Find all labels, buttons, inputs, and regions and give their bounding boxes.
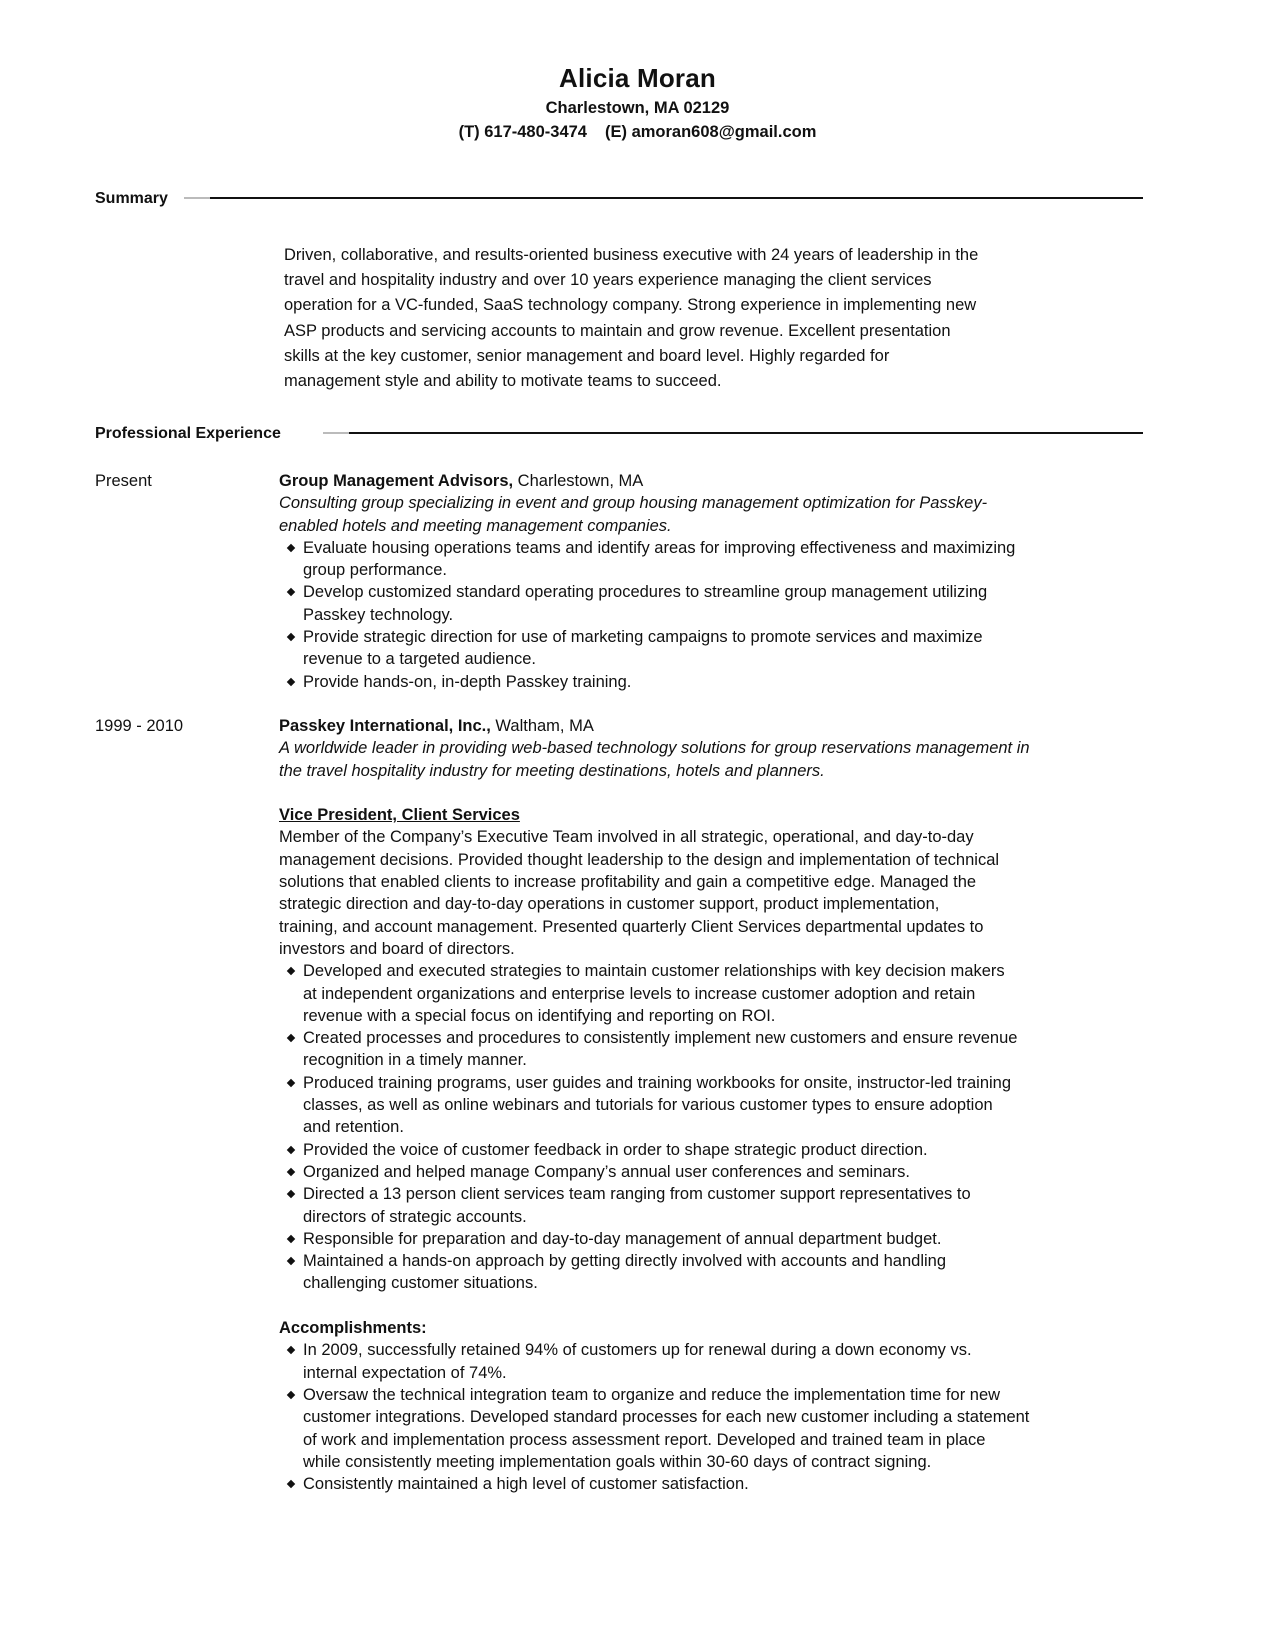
role-description-line: strategic direction and day-to-day operations in customer support, product implementation, <box>279 895 940 914</box>
bullet-text: Responsible for preparation and day-to-day management of annual department budget. <box>303 1229 942 1248</box>
bullet-text: challenging customer situations. <box>303 1274 538 1293</box>
contact-line <box>0 120 1275 144</box>
bullet-text: group performance. <box>303 561 447 580</box>
company-line <box>279 715 1149 737</box>
diamond-bullet-icon <box>287 1190 295 1198</box>
bullet-text: of work and implementation process assessment report. Developed and trained team in place <box>303 1430 986 1449</box>
bullet-text: Maintained a hands-on approach by getting directly involved with accounts and handling <box>303 1252 947 1271</box>
list-item <box>279 1473 1149 1495</box>
role-description-line: Member of the Company’s Executive Team involved in all strategic, operational, and day-to-day <box>279 828 974 847</box>
role-title: Vice President, Client Services <box>279 806 520 825</box>
bullet-text: customer integrations. Developed standard processes for each new customer including a statement <box>303 1408 1030 1427</box>
company-tagline: Consulting group specializing in event and group housing management optimization for Passkey- <box>279 494 988 513</box>
list-item <box>279 671 1149 693</box>
bullet-text: and retention. <box>303 1118 404 1137</box>
list-item <box>279 581 1149 626</box>
experience-heading: Professional Experience <box>95 425 281 442</box>
diamond-bullet-icon <box>287 544 295 552</box>
company-name: Passkey International, Inc., <box>279 717 491 735</box>
summary-section-header <box>95 188 1143 210</box>
bullet-text: while consistently meeting implementation goals within 30-60 days of contract signing. <box>303 1452 932 1471</box>
resume-header <box>0 62 1275 144</box>
job-entry-gma <box>279 470 1149 693</box>
bullet-text: directors of strategic accounts. <box>303 1207 527 1226</box>
job-date: Present <box>95 472 152 490</box>
list-item <box>279 1228 1149 1250</box>
company-name: Group Management Advisors, <box>279 472 514 490</box>
role-description-line: management decisions. Provided thought leadership to the design and implementation of technical <box>279 850 1000 869</box>
list-item <box>279 1027 1149 1072</box>
list-item <box>279 1384 1149 1473</box>
list-item <box>279 537 1149 582</box>
diamond-bullet-icon <box>287 1235 295 1243</box>
company-tagline: the travel hospitality industry for meeting destinations, hotels and planners. <box>279 761 825 780</box>
email-address: (E) amoran608@gmail.com <box>605 123 817 141</box>
bullet-text: classes, as well as online webinars and tutorials for various customer types to ensure adoption <box>303 1096 993 1115</box>
bullet-text: In 2009, successfully retained 94% of customers up for renewal during a down economy vs. <box>303 1341 972 1360</box>
diamond-bullet-icon <box>287 1034 295 1042</box>
list-item <box>279 1250 1149 1295</box>
diamond-bullet-icon <box>287 1257 295 1265</box>
bullet-text: Evaluate housing operations teams and identify areas for improving effectiveness and maximizing <box>303 538 1016 557</box>
list-item <box>279 1072 1149 1139</box>
bullet-text: at independent organizations and enterprise levels to increase customer adoption and retain <box>303 984 976 1003</box>
bullet-text: Consistently maintained a high level of customer satisfaction. <box>303 1475 749 1494</box>
summary-heading: Summary <box>95 190 168 207</box>
accomplishments-heading: Accomplishments: <box>279 1319 427 1338</box>
list-item <box>279 1161 1149 1183</box>
role-description-line: training, and account management. Presented quarterly Client Services departmental updates to <box>279 917 984 936</box>
bullet-text: Develop customized standard operating procedures to streamline group management utilizing <box>303 583 988 602</box>
job-bullets <box>279 960 1149 1294</box>
company-tagline: A worldwide leader in providing web-based technology solutions for group reservations management in <box>279 739 1030 758</box>
diamond-bullet-icon <box>287 633 295 641</box>
bullet-text: revenue to a targeted audience. <box>303 650 537 669</box>
diamond-bullet-icon <box>287 1145 295 1153</box>
diamond-bullet-icon <box>287 1168 295 1176</box>
list-item <box>279 960 1149 1027</box>
summary-line: ASP products and servicing accounts to maintain and grow revenue. Excellent presentation <box>284 321 951 340</box>
bullet-text: Developed and executed strategies to maintain customer relationships with key decision makers <box>303 962 1005 981</box>
bullet-text: Oversaw the technical integration team to organize and reduce the implementation time for new <box>303 1385 1001 1404</box>
list-item <box>279 1139 1149 1161</box>
bullet-text: internal expectation of 74%. <box>303 1363 507 1382</box>
summary-divider <box>210 197 1143 199</box>
summary-line: skills at the key customer, senior management and board level. Highly regarded for <box>284 346 890 365</box>
candidate-address: Charlestown, MA 02129 <box>545 99 730 117</box>
bullet-text: Created processes and procedures to consistently implement new customers and ensure revenue <box>303 1029 1018 1048</box>
bullet-text: Provide hands-on, in-depth Passkey training. <box>303 672 632 691</box>
list-item <box>279 1339 1149 1384</box>
experience-divider <box>349 432 1143 434</box>
job-date: 1999 - 2010 <box>95 717 184 735</box>
summary-line: travel and hospitality industry and over 10 years experience managing the client services <box>284 271 932 290</box>
bullet-text: revenue with a special focus on identifying and reporting on ROI. <box>303 1006 776 1025</box>
bullet-text: Directed a 13 person client services team ranging from customer support representatives to <box>303 1185 971 1204</box>
summary-paragraph <box>284 243 1094 394</box>
role-description-line: investors and board of directors. <box>279 939 515 958</box>
diamond-bullet-icon <box>287 677 295 685</box>
job-entry-passkey <box>279 715 1149 1495</box>
company-location: Charlestown, MA <box>513 472 644 490</box>
diamond-bullet-icon <box>287 1391 295 1399</box>
company-location: Waltham, MA <box>490 717 594 735</box>
bullet-text: Provided the voice of customer feedback in order to shape strategic product direction. <box>303 1140 928 1159</box>
phone-number: (T) 617-480-3474 <box>458 123 587 141</box>
role-description-line: solutions that enabled clients to increase profitability and gain a competitive edge. Managed the <box>279 873 977 892</box>
list-item <box>279 626 1149 671</box>
summary-line: management style and ability to motivate teams to succeed. <box>284 372 722 391</box>
diamond-bullet-icon <box>287 1079 295 1087</box>
list-item <box>279 1183 1149 1228</box>
diamond-bullet-icon <box>287 967 295 975</box>
summary-line: Driven, collaborative, and results-oriented business executive with 24 years of leadership in the <box>284 246 979 264</box>
bullet-text: Organized and helped manage Company’s annual user conferences and seminars. <box>303 1162 910 1181</box>
bullet-text: Passkey technology. <box>303 605 454 624</box>
diamond-bullet-icon <box>287 588 295 596</box>
diamond-bullet-icon <box>287 1480 295 1488</box>
bullet-text: recognition in a timely manner. <box>303 1051 527 1070</box>
summary-line: operation for a VC-funded, SaaS technology company. Strong experience in implementing new <box>284 296 977 315</box>
company-line <box>279 470 1149 492</box>
job-bullets <box>279 537 1149 693</box>
experience-section-header <box>95 423 1143 445</box>
accomplishments-list <box>279 1339 1149 1495</box>
bullet-text: Produced training programs, user guides and training workbooks for onsite, instructor-led training <box>303 1073 1012 1092</box>
candidate-name: Alicia Moran <box>559 63 716 93</box>
company-tagline: enabled hotels and meeting management companies. <box>279 516 672 535</box>
diamond-bullet-icon <box>287 1346 295 1354</box>
bullet-text: Provide strategic direction for use of marketing campaigns to promote services and maximize <box>303 628 983 647</box>
